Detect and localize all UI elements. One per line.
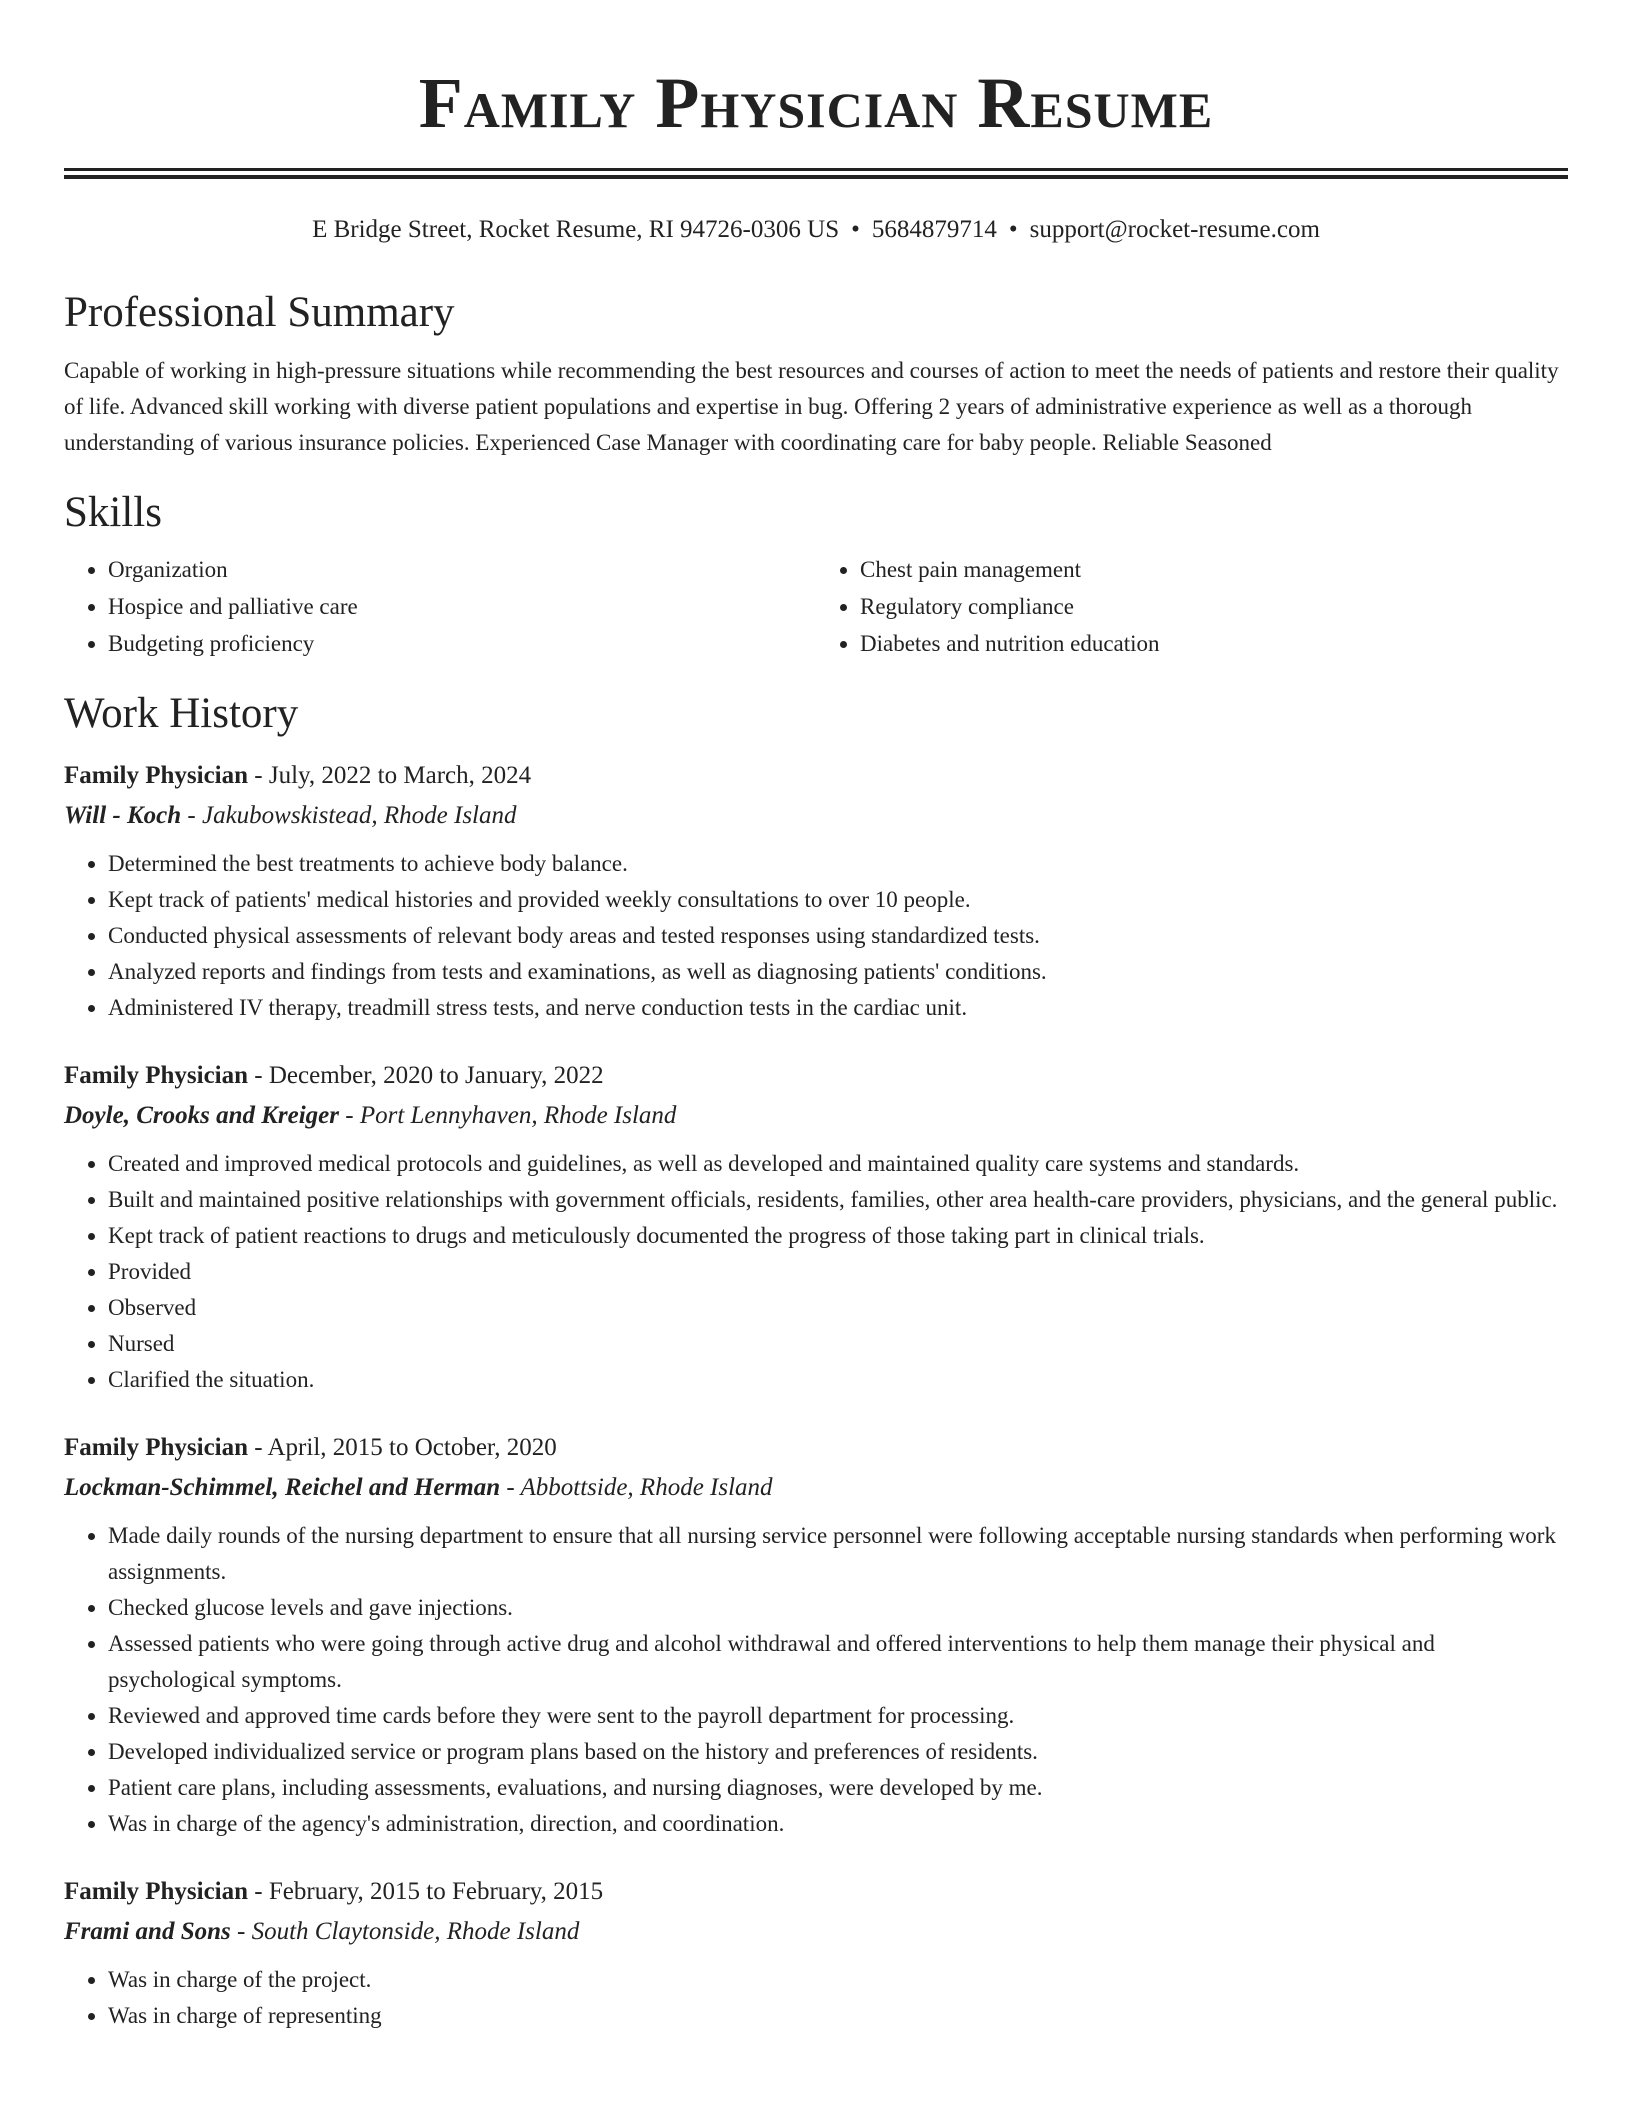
duty-item: • Observed <box>108 1290 1568 1326</box>
skills-column-right <box>816 551 1568 662</box>
job-location: Jakubowskistead, Rhode Island <box>201 802 517 829</box>
job-entry <box>64 756 1568 1026</box>
duty-item: • Was in charge of representing <box>108 1998 1568 2034</box>
job-duties <box>64 1518 1568 1842</box>
job-title-line: Family Physician - February, 2015 to February, 2015 <box>64 1878 604 1905</box>
job-dates: April, 2015 to October, 2020 <box>267 1434 557 1461</box>
skill-item: • Budgeting proficiency <box>108 625 816 662</box>
job-dates: July, 2022 to March, 2024 <box>268 762 532 789</box>
work-history-heading: Work History <box>64 690 299 737</box>
skill-item: • Chest pain management <box>860 551 1568 588</box>
title-divider-bottom <box>64 175 1568 179</box>
job-company: Will - Koch <box>64 802 182 829</box>
job-employer-line: Doyle, Crooks and Kreiger - Port Lennyhaven, Rhode Island <box>64 1102 677 1129</box>
job-company: Lockman-Schimmel, Reichel and Herman <box>64 1474 501 1501</box>
duty-item: • Assessed patients who were going through active drug and alcohol withdrawal and offered interventions to help them manage their physical and psychological symptoms. <box>108 1626 1568 1698</box>
duty-item: • Kept track of patients' medical histories and provided weekly consultations to over 10 people. <box>108 882 1568 918</box>
contact-email: support@rocket-resume.com <box>1029 216 1320 243</box>
duty-item: • Reviewed and approved time cards before they were sent to the payroll department for processing. <box>108 1698 1568 1734</box>
job-employer-line: Frami and Sons - South Claytonside, Rhode Island <box>64 1918 580 1945</box>
job-title-line: Family Physician - December, 2020 to January, 2022 <box>64 1062 604 1089</box>
job-role: Family Physician <box>64 1434 249 1461</box>
skills-list <box>64 551 1568 662</box>
skill-item: • Diabetes and nutrition education <box>860 625 1568 662</box>
job-role: Family Physician <box>64 762 249 789</box>
title-divider-top <box>64 168 1568 171</box>
job-company: Frami and Sons <box>64 1918 231 1945</box>
duty-item: • Kept track of patient reactions to drugs and meticulously documented the progress of those taking part in clinical trials. <box>108 1218 1568 1254</box>
job-duties <box>64 1962 1568 2034</box>
job-duties <box>64 1146 1568 1398</box>
resume-page <box>64 0 1568 2034</box>
job-location: South Claytonside, Rhode Island <box>251 1918 580 1945</box>
job-company: Doyle, Crooks and Kreiger <box>64 1102 339 1129</box>
skills-heading: Skills <box>64 489 162 536</box>
job-entry <box>64 1872 1568 2034</box>
duty-item: • Nursed <box>108 1326 1568 1362</box>
summary-text: Capable of working in high-pressure situations while recommending the best resources and courses of action to meet the needs of patients and restore their quality of life. Advanced skill working with diverse patient populations and expertise in bug. Offering 2 years of administrative experience as well as a thorough understanding of various insurance policies. Experienced Case Manager with coordinating care for baby people. Reliable Seasoned <box>64 358 1559 455</box>
job-employer-line: Will - Koch - Jakubowskistead, Rhode Island <box>64 802 517 829</box>
job-employer-line: Lockman-Schimmel, Reichel and Herman - Abbottside, Rhode Island <box>64 1474 773 1501</box>
duty-item: • Clarified the situation. <box>108 1362 1568 1398</box>
job-dates: December, 2020 to January, 2022 <box>268 1062 604 1089</box>
skill-item: • Organization <box>108 551 816 588</box>
skill-item: • Hospice and palliative care <box>108 588 816 625</box>
duty-item: • Checked glucose levels and gave injections. <box>108 1590 1568 1626</box>
job-role: Family Physician <box>64 1878 249 1905</box>
job-location: Port Lennyhaven, Rhode Island <box>359 1102 677 1129</box>
duty-item: • Conducted physical assessments of relevant body areas and tested responses using standardized tests. <box>108 918 1568 954</box>
duty-item: • Developed individualized service or program plans based on the history and preferences of residents. <box>108 1734 1568 1770</box>
contact-phone: 5684879714 <box>871 216 997 243</box>
summary-heading: Professional Summary <box>64 289 455 336</box>
duty-item: • Built and maintained positive relationships with government officials, residents, families, other area health-care providers, physicians, and the general public. <box>108 1182 1568 1218</box>
duty-item: • Provided <box>108 1254 1568 1290</box>
skill-item: • Regulatory compliance <box>860 588 1568 625</box>
duty-item: • Created and improved medical protocols and guidelines, as well as developed and maintained quality care systems and standards. <box>108 1146 1568 1182</box>
duty-item: • Administered IV therapy, treadmill stress tests, and nerve conduction tests in the cardiac unit. <box>108 990 1568 1026</box>
job-location: Abbottside, Rhode Island <box>520 1474 773 1501</box>
job-title-line: Family Physician - July, 2022 to March, 2024 <box>64 762 532 789</box>
contact-address: E Bridge Street, Rocket Resume, RI 94726-0306 US <box>312 216 840 243</box>
job-duties <box>64 846 1568 1026</box>
contact-separator: • <box>1008 216 1018 243</box>
job-title-line: Family Physician - April, 2015 to October, 2020 <box>64 1434 557 1461</box>
duty-item: • Was in charge of the project. <box>108 1962 1568 1998</box>
job-entry <box>64 1056 1568 1398</box>
job-dates: February, 2015 to February, 2015 <box>268 1878 604 1905</box>
duty-item: • Determined the best treatments to achieve body balance. <box>108 846 1568 882</box>
contact-line <box>64 215 1568 245</box>
contact-separator: • <box>851 216 860 243</box>
job-entry <box>64 1428 1568 1842</box>
skills-column-left <box>64 551 816 662</box>
job-role: Family Physician <box>64 1062 249 1089</box>
duty-item: • Was in charge of the agency's administration, direction, and coordination. <box>108 1806 1568 1842</box>
resume-title: Family Physician Resume <box>418 63 1214 143</box>
duty-item: • Patient care plans, including assessments, evaluations, and nursing diagnoses, were developed by me. <box>108 1770 1568 1806</box>
duty-item: • Analyzed reports and findings from tests and examinations, as well as diagnosing patients' conditions. <box>108 954 1568 990</box>
duty-item: • Made daily rounds of the nursing department to ensure that all nursing service personnel were following acceptable nursing standards when performing work assignments. <box>108 1518 1568 1590</box>
